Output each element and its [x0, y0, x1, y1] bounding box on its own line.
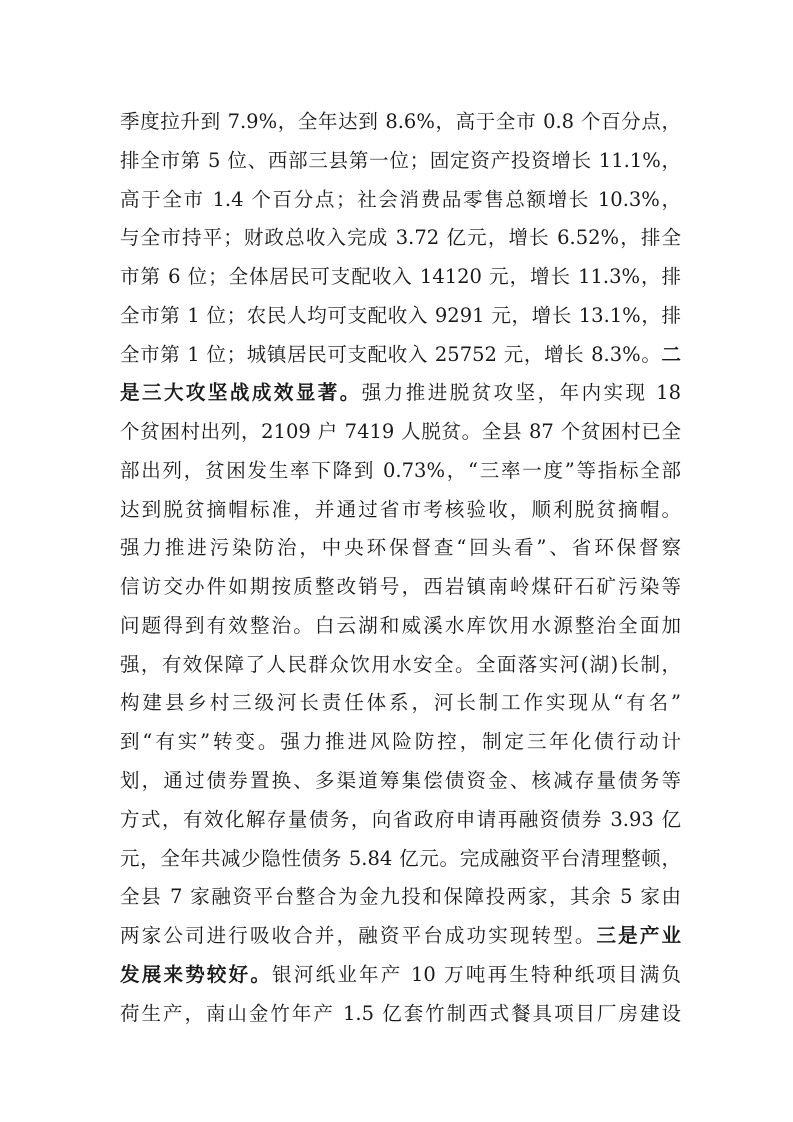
text-line: [120, 374, 681, 413]
bold-heading-text: 二: [661, 342, 681, 366]
bold-heading-text: 三是产业: [596, 924, 681, 948]
body-text: 荷生产，南山金竹年产 1.5 亿套竹制西式餐具项目厂房建设: [120, 1001, 681, 1025]
body-text: 季度拉升到 7.9%，全年达到 8.6%，高于全市 0.8 个百分点，: [120, 110, 681, 133]
text-line: [120, 103, 681, 142]
text-line: [120, 762, 681, 801]
body-text: 方式，有效化解存量债务，向省政府申请再融资债券 3.93 亿: [120, 807, 681, 831]
text-line: [120, 491, 681, 530]
body-text: 与全市持平；财政总收入完成 3.72 亿元，增长 6.52%，排全: [120, 226, 681, 250]
text-line: [120, 878, 681, 917]
bold-heading-text: 是三大攻坚战成效显著。: [120, 381, 362, 405]
text-line: [120, 568, 681, 607]
text-line: [120, 142, 681, 181]
text-line: [120, 684, 681, 723]
text-line: [120, 917, 681, 956]
body-text: 市第 6 位；全体居民可支配收入 14120 元，增长 11.3%，排: [120, 265, 681, 289]
body-text: 全市第 1 位；农民人均可支配收入 9291 元，增长 13.1%，排: [120, 303, 681, 327]
body-text: 部出列，贫困发生率下降到 0.73%，“三率一度”等指标全部: [120, 458, 681, 482]
text-line: [120, 181, 681, 220]
body-text: 全市第 1 位；城镇居民可支配收入 25752 元，增长 8.3%。: [120, 342, 662, 366]
body-text: 问题得到有效整治。白云湖和威溪水库饮用水源整治全面加: [120, 613, 681, 637]
text-line: [120, 607, 681, 646]
text-line: [120, 840, 681, 879]
body-text: 排全市第 5 位、西部三县第一位；固定资产投资增长 11.1%，: [120, 148, 681, 172]
body-text: 信访交办件如期按质整改销号，西岩镇南岭煤矸石矿污染等: [120, 575, 681, 599]
text-line: [120, 646, 681, 685]
body-text: 元，全年共减少隐性债务 5.84 亿元。完成融资平台清理整顿，: [120, 846, 681, 870]
text-line: [120, 336, 681, 375]
body-text: 强力推进污染防治，中央环保督查“回头看”、省环保督察: [120, 536, 681, 560]
text-line: [120, 529, 681, 568]
body-text: 银河纸业年产 10 万吨再生特种纸项目满负: [272, 962, 681, 986]
document-body: [120, 103, 681, 1033]
bold-heading-text: 发展来势较好。: [120, 962, 273, 986]
body-text: 强力推进脱贫攻坚，年内实现 18: [361, 381, 681, 405]
body-text: 到“有实”转变。强力推进风险防控，制定三年化债行动计: [120, 730, 681, 754]
text-line: [120, 219, 681, 258]
text-line: [120, 995, 681, 1034]
body-text: 全县 7 家融资平台整合为金九投和保障投两家，其余 5 家由: [120, 885, 681, 909]
body-text: 达到脱贫摘帽标准，并通过省市考核验收，顺利脱贫摘帽。: [120, 497, 681, 521]
text-line: [120, 801, 681, 840]
text-line: [120, 258, 681, 297]
text-line: [120, 297, 681, 336]
text-line: [120, 413, 681, 452]
text-line: [120, 723, 681, 762]
text-line: [120, 956, 681, 995]
body-text: 两家公司进行吸收合并，融资平台成功实现转型。: [120, 924, 597, 948]
body-text: 个贫困村出列，2109 户 7419 人脱贫。全县 87 个贫困村已全: [120, 420, 681, 444]
body-text: 构建县乡村三级河长责任体系，河长制工作实现从“有名”: [120, 691, 681, 715]
body-text: 划，通过债券置换、多渠道筹集偿债资金、核减存量债务等: [120, 769, 681, 793]
text-line: [120, 452, 681, 491]
body-text: 强，有效保障了人民群众饮用水安全。全面落实河(湖)长制，: [120, 652, 681, 676]
body-text: 高于全市 1.4 个百分点；社会消费品零售总额增长 10.3%，: [120, 187, 681, 211]
